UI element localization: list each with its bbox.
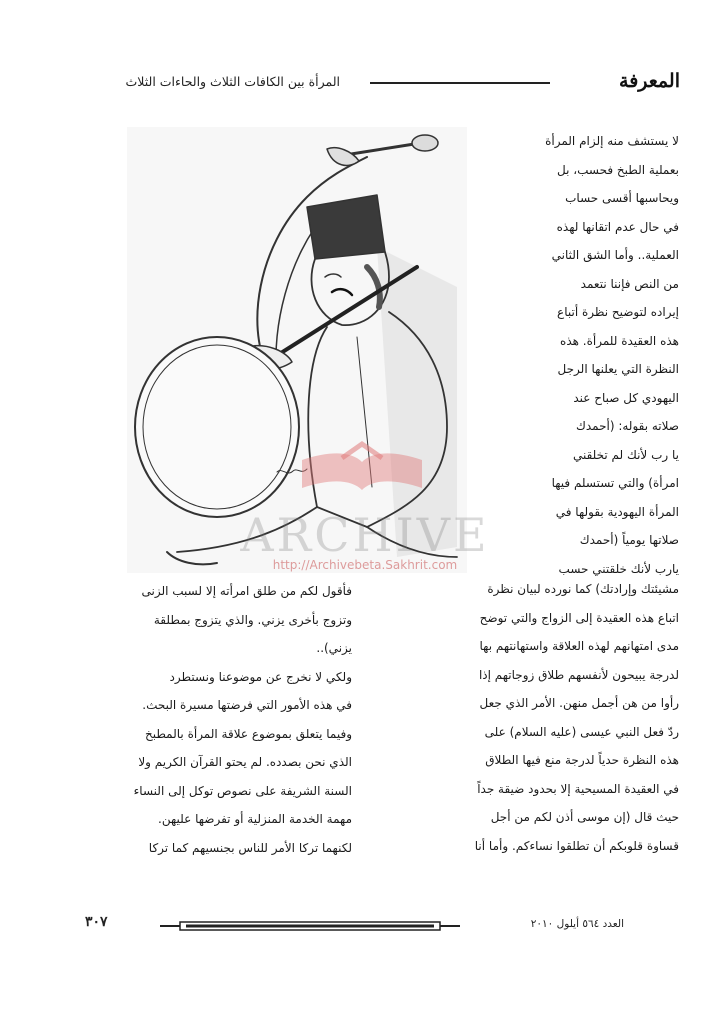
text-line: قساوة قلوبكم أن تطلقوا نساءكم. وأما أنا [474, 838, 679, 853]
text-line: لدرجة يبيحون لأنفسهم طلاق زوجاتهم إذا [478, 667, 679, 682]
text-column-left [90, 577, 352, 862]
text-line: هذه العقيدة للمرأة. هذه [560, 333, 679, 348]
text-line: لا يستشف منه إلزام المرأة [545, 134, 679, 148]
text-line: امرأة) والتي تستسلم فيها [551, 476, 679, 490]
page-number: ٣٠٧ [85, 914, 108, 930]
text-line: رأوا من هن أجمل منهن. الأمر الذي جعل [479, 696, 679, 710]
text-line: لكنهما تركا الأمر للناس بجنسيهم كما تركا [148, 840, 352, 855]
text-line: الذي نحن بصدده. لم يحتو القرآن الكريم ولا [138, 755, 352, 769]
magazine-logo: المعرفة [619, 70, 680, 92]
text-line: إيراده لتوضيح نظرة أتباع [557, 305, 679, 319]
text-line: هذه النظرة حدياً لدرجة منع فيها الطلاق [485, 753, 679, 767]
text-line: صلاتها يومياً (أحمدك [579, 533, 679, 547]
text-line: العملية.. وأما الشق الثاني [551, 248, 679, 262]
text-line: السنة الشريفة على نصوص توكل إلى النساء [133, 783, 352, 798]
text-line: يارب لأنك خلقتني حسب [558, 561, 679, 576]
drummer-illustration [127, 127, 467, 573]
text-line: حيث قال (إن موسى أذن لكم من أجل [490, 810, 679, 824]
text-line: مشيئتك وإرادتك) كما نورده لبيان نظرة [487, 582, 679, 596]
text-column-right [404, 575, 679, 860]
watermark-book-icon [292, 440, 432, 496]
text-line: من النص فإننا نتعمد [580, 276, 679, 291]
text-line: بعملية الطبخ فحسب، بل [556, 162, 679, 177]
header-rule [370, 82, 550, 84]
text-line: وتزوج بأخرى يزني. والذي يتزوج بمطلقة [153, 612, 352, 627]
article-title: المرأة بين الكافات الثلاث والحاءات الثلاث [125, 74, 340, 89]
text-line: يا رب لأنك لم تخلقني [572, 447, 679, 462]
watermark-word: ARCHIVE [240, 508, 490, 562]
text-line: فأقول لكم من طلق امرأته إلا لسبب الزنى [141, 584, 352, 598]
text-line: ردّ فعل النبي عيسى (عليه السلام) على [484, 724, 679, 739]
text-line: في العقيدة المسيحية إلا بحدود ضيقة جداً [477, 781, 679, 796]
text-line: ويحاسبها أقسى حساب [565, 191, 679, 205]
text-line: اليهودي كل صباح عند [573, 390, 679, 405]
text-line: اتباع هذه العقيدة إلى الزواج والتي توضح [479, 610, 679, 625]
text-line: صلاته بقوله: (أحمدك [575, 419, 679, 433]
text-line: في هذه الأمور التي فرضتها مسيرة البحث. [142, 698, 352, 712]
text-line: النظرة التي يعلنها الرجل [557, 362, 679, 376]
text-column-top [454, 127, 679, 583]
text-line: ولكي لا نخرج عن موضوعنا ونستطرد [169, 669, 352, 684]
watermark-url[interactable]: http://Archivebeta.Sakhrit.com [272, 558, 458, 572]
footer-decorative-bar [160, 920, 460, 932]
issue-info: العدد ٥٦٤ أيلول ٢٠١٠ [530, 918, 624, 930]
text-line: يزني).. [316, 641, 352, 655]
text-line: مدى امتهانهم لهذه العلاقة واستهانتهم بها [479, 639, 679, 653]
text-line: المرأة اليهودية بقولها في [555, 504, 679, 519]
text-line: وفيما يتعلق بموضوع علاقة المرأة بالمطبخ [144, 726, 352, 741]
text-line: مهمة الخدمة المنزلية أو تفرضها عليهن. [158, 812, 352, 826]
text-line: في حال عدم اتقانها لهذه [556, 219, 679, 234]
